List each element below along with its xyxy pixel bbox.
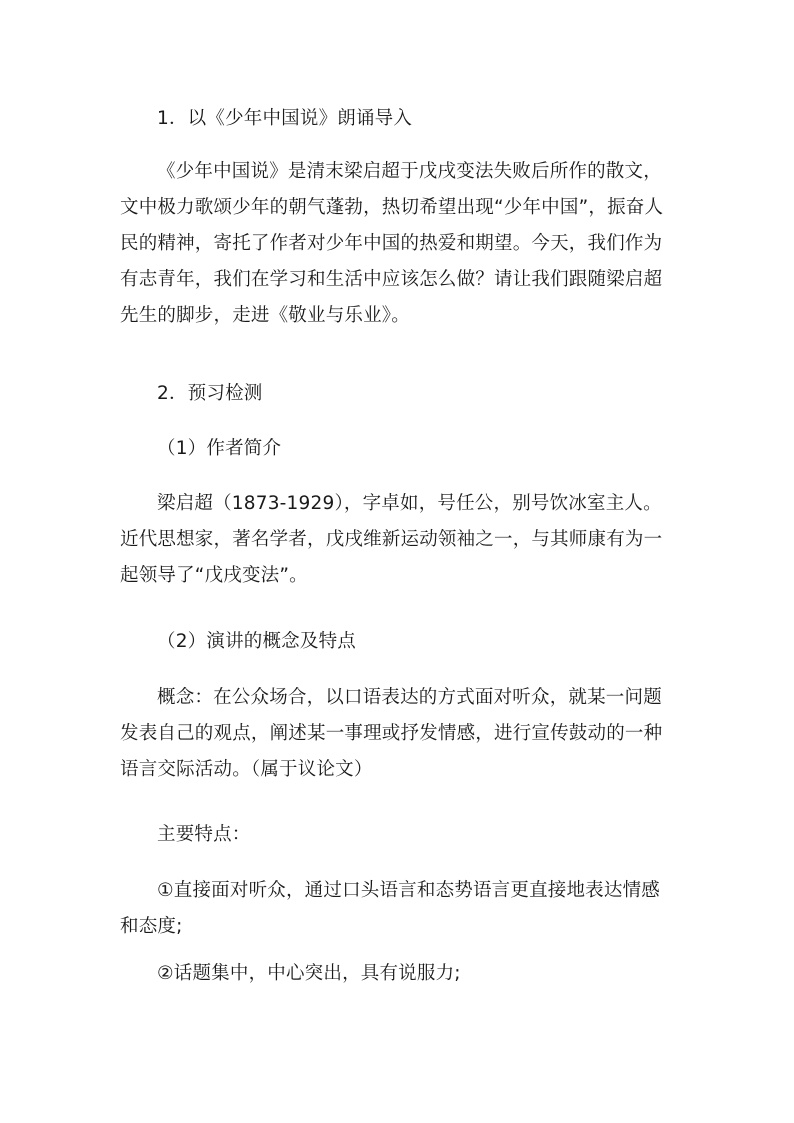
concept-paragraph: 概念：在公众场合，以口语表达的方式面对听众，就某一问题发表自己的观点，阐述某一事理或抒发情感，进行宣传鼓动的一种语言交际活动。（属于议论文） bbox=[120, 687, 663, 780]
feature-item-2: ②话题集中，中心突出，具有说服力; bbox=[157, 963, 461, 984]
author-intro-paragraph: 梁启超（1873-1929），字卓如，号任公，别号饮冰室主人。近代思想家，著名学者，戊戌维新运动领袖之一，与其师康有为一起领导了“戊戌变法”。 bbox=[120, 493, 663, 586]
section1-paragraph: 《少年中国说》是清末梁启超于戊戌变法失败后所作的散文，文中极力歌颂少年的朝气蓬勃，热切希望出现“少年中国”，振奋人民的精神，寄托了作者对少年中国的热爱和期望。今天，我们作为有志青年，我们在学习和生活中应该怎么做？请让我们跟随梁启超先生的脚步，走进《敬业与乐业》。 bbox=[120, 161, 664, 326]
features-label: 主要特点： bbox=[157, 824, 251, 845]
author-intro-heading: （1）作者简介 bbox=[157, 438, 282, 459]
feature-item-1: ①直接面对听众，通过口头语言和态势语言更直接地表达情感和态度; bbox=[120, 880, 660, 937]
section1-heading: 1．以《少年中国说》朗诵导入 bbox=[157, 108, 413, 129]
speech-concept-heading: （2）演讲的概念及特点 bbox=[157, 631, 356, 652]
section2-heading: 2．预习检测 bbox=[157, 383, 263, 404]
